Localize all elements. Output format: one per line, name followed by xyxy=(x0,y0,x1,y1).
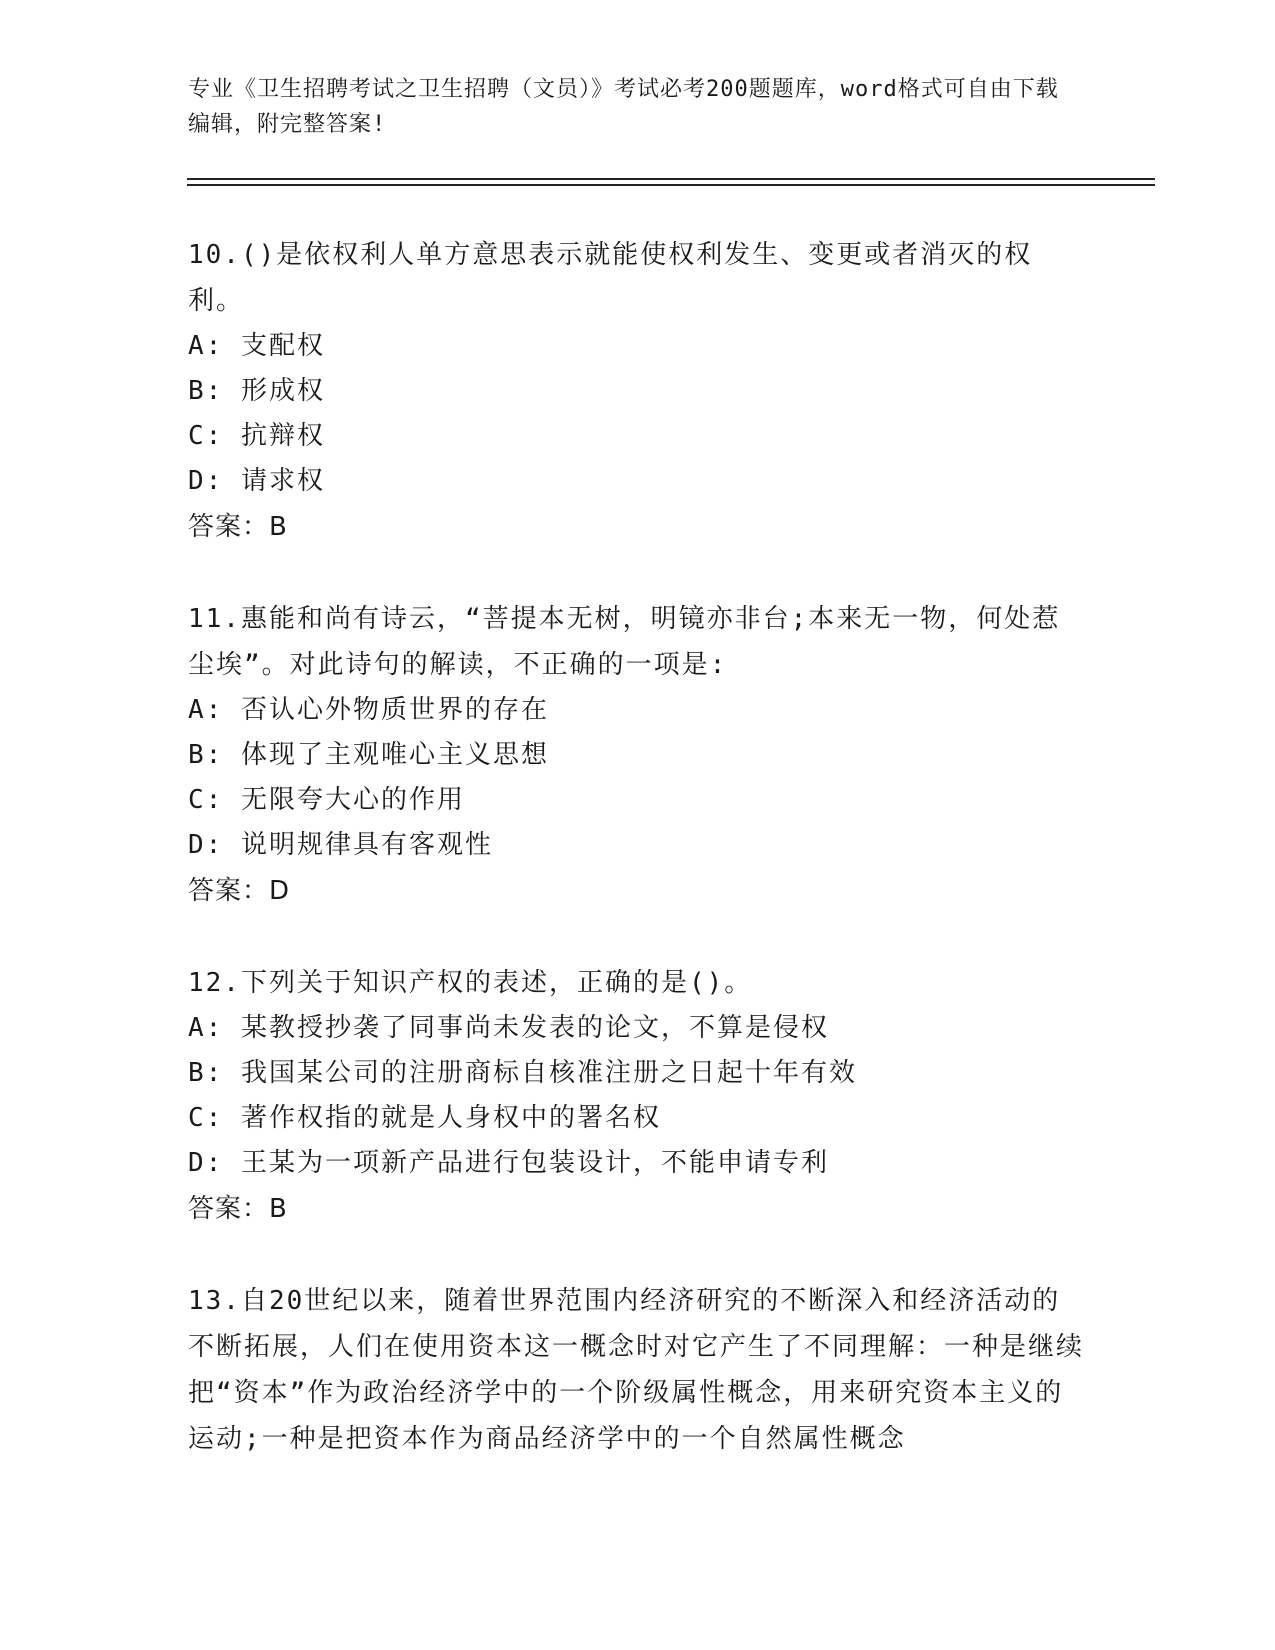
question-text: 10.()是依权利人单方意思表示就能使权利发生、变更或者消灭的权利。 xyxy=(188,240,1033,316)
option-a: A: 否认心外物质世界的存在 xyxy=(188,695,549,725)
question-text: 11.惠能和尚有诗云，“菩提本无树，明镜亦非台;本来无一物，何处惹尘埃”。对此诗句的解读，不正确的一项是: xyxy=(188,604,1061,680)
option-d: D: 请求权 xyxy=(188,466,325,496)
header-divider-top xyxy=(187,178,1155,180)
option-d: D: 王某为一项新产品进行包装设计，不能申请专利 xyxy=(188,1148,829,1178)
option-c: C: 无限夸大心的作用 xyxy=(188,785,465,815)
answer-text: 答案：B xyxy=(188,1194,288,1224)
option-a: A: 支配权 xyxy=(188,331,325,361)
option-b: B: 我国某公司的注册商标自核准注册之日起十年有效 xyxy=(188,1058,857,1088)
option-c: C: 著作权指的就是人身权中的署名权 xyxy=(188,1103,661,1133)
option-c: C: 抗辩权 xyxy=(188,421,325,451)
question-text: 13.自20世纪以来，随着世界范围内经济研究的不断深入和经济活动的不断拓展，人们在使用资本这一概念时对它产生了不同理解：一种是继续把“资本”作为政治经济学中的一个阶级属性概念，用来研究资本主义的运动;一种是把资本作为商品经济学中的一个自然属性概念 xyxy=(188,1286,1085,1454)
document-header: 专业《卫生招聘考试之卫生招聘（文员）》考试必考200题题库，word格式可自由下载编辑，附完整答案! xyxy=(188,77,1059,137)
answer-text: 答案：B xyxy=(188,512,288,542)
header-divider-bottom xyxy=(187,184,1155,186)
question-13 xyxy=(188,1278,1088,1462)
question-10 xyxy=(188,232,1088,550)
question-11 xyxy=(188,596,1088,914)
option-b: B: 体现了主观唯心主义思想 xyxy=(188,740,549,770)
question-12 xyxy=(188,960,1088,1232)
option-d: D: 说明规律具有客观性 xyxy=(188,830,493,860)
question-list xyxy=(188,232,1088,1508)
question-text: 12.下列关于知识产权的表述，正确的是()。 xyxy=(188,968,753,998)
option-a: A: 某教授抄袭了同事尚未发表的论文，不算是侵权 xyxy=(188,1013,829,1043)
option-b: B: 形成权 xyxy=(188,376,325,406)
answer-text: 答案：D xyxy=(188,876,291,906)
